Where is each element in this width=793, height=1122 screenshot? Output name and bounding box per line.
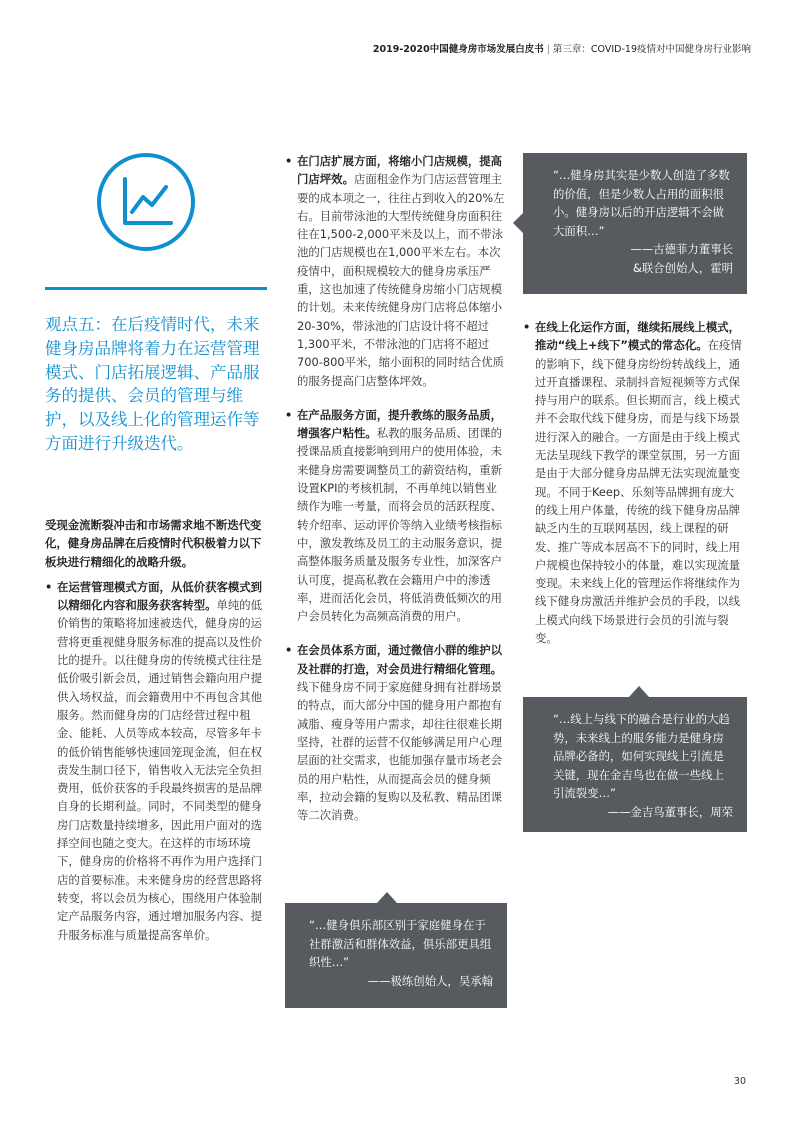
quote-box-goodfeeling xyxy=(523,153,747,294)
bullet-heading: 在门店扩展方面，将缩小门店规模，提高门店坪效。 xyxy=(297,154,503,187)
bullet-operations xyxy=(45,578,267,944)
column-right xyxy=(523,318,745,663)
quote-text: “…线上与线下的融合是行业的大趋势，未来线上的服务能力是健身房品牌必备的，如何实现线上引流是关键，现在金吉鸟也在做一些线上引流裂变…” xyxy=(553,712,730,800)
column-middle xyxy=(285,152,507,840)
bullet-membership xyxy=(285,641,507,824)
quote-pointer xyxy=(513,213,523,233)
page-number: 30 xyxy=(733,1076,746,1087)
bullet-heading: 在产品服务方面，提升教练的服务品质，增强客户粘性。 xyxy=(297,407,503,441)
intro-paragraph: 受现金流断裂冲击和市场需求地不断迭代变化，健身房品牌在后疫情时代积极着力以下板块进行精细化的战略升级。 xyxy=(45,518,262,569)
bullet-online-operation xyxy=(523,318,745,647)
bullet-product-service xyxy=(285,406,507,626)
quote-text: “…健身房其实是少数人创造了多数的价值，但是少数人占用的面积很小。健身房以后的开店逻辑不会做大面积…” xyxy=(553,168,730,238)
header-chapter: 第三章：COVID-19疫情对中国健身房行业影响 xyxy=(552,44,751,55)
quote-signature-line2: &联合创始人，霍明 xyxy=(632,260,733,275)
bullet-body: 线下健身房不同于家庭健身拥有社群场景的特点，而大部分中国的健身用户都抱有减脂、瘦身等用户需求，却往往很难长期坚持，社群的运营不仅能够满足用户心理层面的社交需求，也能加强存量市场老会员的用户粘性，从而提高会员的健身频率，拉动会籍的复购以及私教、精品团课等二次消费。 xyxy=(297,680,503,823)
quote-box-jilian xyxy=(285,903,507,1008)
column-left xyxy=(45,516,267,960)
quote-text: “…健身俱乐部区别于家庭健身在于社群激活和群体效益，俱乐部更具组织性…” xyxy=(309,918,492,969)
divider-rule xyxy=(45,287,267,290)
quote-box-jinjiniao xyxy=(523,697,747,832)
quote-pointer xyxy=(629,686,649,697)
quote-signature: ——极练创始人，吴承翰 xyxy=(367,973,493,988)
header-separator: | xyxy=(546,44,550,55)
header-title: 2019-2020中国健身房市场发展白皮书 xyxy=(372,44,544,55)
bullet-body: 店面租金作为门店运营管理主要的成本项之一，往往占到收入的20%左右。目前带泳池的大型传统健身房面积往往在1,500-2,000平米及以上，而不带泳池的门店规模也在1,000平米左右。本次疫情中，面积规模较大的健身房承压严重，这也加速了传统健身房缩小门店规模的计划。未来传统健身房门店将总体缩小20-30%，带泳池的门店设计将不超过1,300平米，不带泳池的门店将不超过700-800平米，缩小面积的同时结合优质的服务提高门店整体坪效。 xyxy=(297,172,505,388)
bullet-body: 在疫情的影响下，线下健身房纷纷转战线上，通过开直播课程、录制抖音短视频等方式保持与用户的联系。但长期而言，线上模式并不会取代线下健身房，而是与线下场景进行深入的融合。一方面是由于线上模式无法呈现线下教学的课堂氛围，另一方面是由于大部分健身房品牌无法实现流量变现。不同于Keep、乐刻等品牌拥有庞大的线上用户体量，传统的线下健身房品牌缺乏内生的互联网基因，线上课程的研发、推广等成本居高不下的同时，线上用户规模也保持较小的体量，难以实现流量变现。未来线上化的管理运作将继续作为线下健身房激活并维护会员的手段，以线上模式向线下场景进行会员的引流与裂变。 xyxy=(535,338,742,646)
bullet-heading: 在线上化运作方面，继续拓展线上模式，推动“线上+线下”模式的常态化。 xyxy=(535,320,741,353)
bullet-heading: 在会员体系方面，通过微信小群的维护以及社群的打造，对会员进行精细化管理。 xyxy=(297,643,503,676)
bullet-store-expansion xyxy=(285,152,507,390)
quote-signature: ——古德菲力董事长 xyxy=(630,242,733,256)
page-header xyxy=(373,41,751,55)
viewpoint-heading: 观点五：在后疫情时代，未来健身房品牌将着力在运营管理模式、门店拓展逻辑、产品服务的提供、会员的管理与维护，以及线上化的管理运作等方面进行升级迭代。 xyxy=(45,315,260,453)
bullet-body: 私教的服务品质、团课的授课品质直接影响到用户的使用体验，未来健身房需要调整员工的薪资结构，重新设置KPI的考核机制，不再单纯以销售业绩作为唯一考量，而将会员的活跃程度、转介绍率、运动评价等纳入业绩考核指标中，激发教练及员工的主动服务意识，提高整体服务质量及服务专业性，加深客户认可度，提高私教在会籍用户中的渗透率，进而活化会员，将低消费低频次的用户会员转化为高频高消费的用户。 xyxy=(297,426,503,624)
bullet-body: 单纯的低价销售的策略将加速被迭代，健身房的运营将更重视健身服务标准的提高以及性价比的提升。以往健身房的传统模式往往是低价吸引新会员，通过销售会籍向用户提供入场权益，而会籍费用中不再包含其他服务。然而健身房的门店经营过程中租金、能耗、人员等成本较高，尽管多年卡的低价销售能够快速回笼现金流，但在权责发生制口径下，销售收入无法完全负担费用，低价获客的手段最终损害的是品牌自身的长期利益。同时，不同类型的健身房门店数量持续增多，因此用户面对的选择空间也随之变大。在这样的市场环境下，健身房的价格将不再作为用户选择门店的首要标准。未来健身房的经营思路将转变，将以会员为核心，围绕用户体验制定产品服务内容，通过增加服务内容、提升服务标准与质量提高客单价。 xyxy=(57,598,263,942)
line-chart-icon xyxy=(96,152,196,252)
quote-signature: ——金吉鸟董事长，周荣 xyxy=(607,804,733,819)
quote-pointer xyxy=(377,892,397,903)
bullet-heading: 在运营管理模式方面，从低价获客模式到以精细化内容和服务获客转型。 xyxy=(57,579,263,613)
